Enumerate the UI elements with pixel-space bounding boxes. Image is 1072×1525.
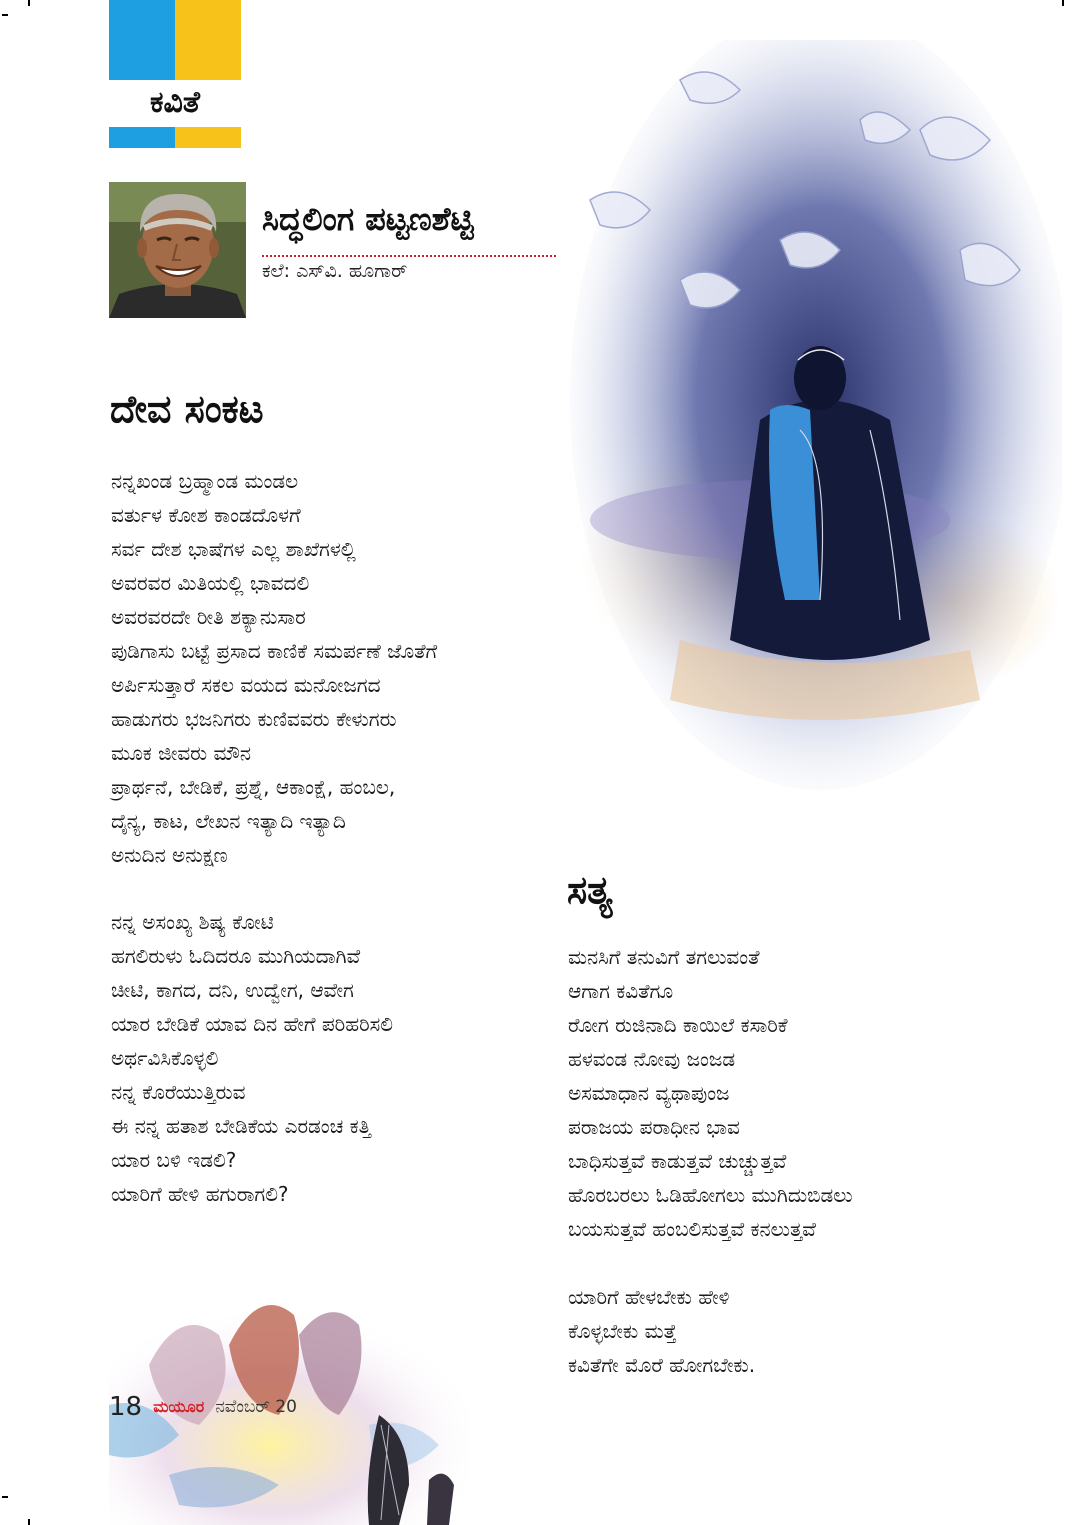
- crop-mark: [1062, 0, 1064, 6]
- poem-line: ಅಸಮಾಧಾನ ವ್ಯಥಾಪುಂಜ: [568, 1081, 730, 1105]
- author-divider: [262, 255, 556, 257]
- poem-line: ಅವರವರ ಮಿತಿಯಲ್ಲಿ ಭಾವದಲಿ: [111, 571, 310, 595]
- section-label: ಕವಿತೆ: [150, 85, 200, 120]
- crop-mark: [28, 0, 30, 6]
- poem-line: ಮನಸಿಗೆ ತನುವಿಗೆ ತಗಲುವಂತೆ: [568, 945, 760, 969]
- poem-line: ಹಗಲಿರುಳು ಓದಿದರೂ ಮುಗಿಯದಾಗಿವೆ: [111, 944, 361, 968]
- poem-line: ಯಾರಿಗೆ ಹೇಳಬೇಕು ಹೇಳಿ: [568, 1285, 730, 1309]
- magazine-logo: ಮಯೂರ: [153, 1397, 205, 1416]
- crop-mark: [28, 1519, 30, 1525]
- poem-line: ಬಾಧಿಸುತ್ತವೆ ಕಾಡುತ್ತವೆ ಚುಚ್ಚುತ್ತವೆ: [568, 1149, 787, 1173]
- poem-title: ದೇವ ಸಂಕಟ: [110, 387, 264, 431]
- poem-line: ಬಯಸುತ್ತವೆ ಹಂಬಲಿಸುತ್ತವೆ ಕನಲುತ್ತವೆ: [568, 1217, 816, 1241]
- poem-line: ಕವಿತೆಗೇ ಮೊರೆ ಹೋಗಬೇಕು.: [568, 1353, 756, 1377]
- crop-mark: [2, 1496, 8, 1498]
- poem-stanza: [111, 905, 393, 1211]
- poem-stanza: [568, 1280, 755, 1382]
- page-footer: [109, 1392, 297, 1422]
- author-name: ಸಿದ್ಧಲಿಂಗ ಪಟ್ಟಣಶೆಟ್ಟಿ: [262, 200, 474, 238]
- poem-line: ಅನುದಿನ ಅನುಕ್ಷಣ: [111, 843, 228, 867]
- poem-line: ಆಗಾಗ ಕವಿತೆಗೂ: [568, 979, 674, 1003]
- page-number: 18: [109, 1392, 143, 1422]
- section-tab-blue-block: [109, 0, 175, 80]
- poem-stanza: [568, 940, 853, 1246]
- poem-title: ಸತ್ಯ: [567, 868, 613, 912]
- poem-line: ಪ್ರಾರ್ಥನೆ, ಬೇಡಿಕೆ, ಪ್ರಶ್ನೆ, ಆಕಾಂಕ್ಷೆ, ಹಂಬಲ,: [111, 775, 396, 799]
- poem-line: ವರ್ತುಳ ಕೋಶ ಕಾಂಡದೊಳಗೆ: [111, 503, 301, 527]
- poem-line: ಸರ್ವ ದೇಶ ಭಾಷೆಗಳ ಎಲ್ಲ ಶಾಖೆಗಳಲ್ಲಿ: [111, 537, 356, 561]
- poem-line: ಈ ನನ್ನ ಹತಾಶ ಬೇಡಿಕೆಯ ಎರಡಂಚ ಕತ್ತಿ: [111, 1114, 371, 1138]
- section-tab-yellow-block: [175, 0, 241, 80]
- section-tab-blue-bar: [109, 127, 175, 148]
- poem-line: ನನ್ನಖಂಡ ಬ್ರಹ್ಮಾಂಡ ಮಂಡಲ: [111, 469, 299, 493]
- poem-line: ಹೊರಬರಲು ಓಡಿಹೋಗಲು ಮುಗಿದುಬಿಡಲು: [568, 1183, 853, 1207]
- poem-line: ಚೀಟಿ, ಕಾಗದ, ದನಿ, ಉದ್ವೇಗ, ಆವೇಗ: [111, 978, 354, 1002]
- poem-line: ಪರಾಜಯ ಪರಾಧೀನ ಭಾವ: [568, 1115, 740, 1139]
- poem-line: ಯಾರ ಬೇಡಿಕೆ ಯಾವ ದಿನ ಹೇಗೆ ಪರಿಹರಿಸಲಿ: [111, 1012, 394, 1036]
- poem-line: ಅವರವರದೇ ರೀತಿ ಶಕ್ಯಾನುಸಾರ: [111, 605, 306, 629]
- poem-stanza: [111, 464, 437, 872]
- poem-line: ಹಾಡುಗರು ಭಜನಿಗರು ಕುಣಿವವರು ಕೇಳುಗರು: [111, 707, 397, 731]
- poem-line: ನನ್ನ ಕೊರೆಯುತ್ತಿರುವ: [111, 1080, 246, 1104]
- poem-line: ಮೂಕ ಜೀವರು ಮೌನ: [111, 741, 252, 765]
- issue-date: ನವೆಂಬರ್ 20: [215, 1397, 297, 1417]
- poem-line: ಯಾರ ಬಳಿ ಇಡಲಿ?: [111, 1148, 237, 1172]
- section-tab-yellow-bar: [175, 127, 241, 148]
- poem-line: ದೈನ್ಯ, ಕಾಟ, ಲೇಖನ ಇತ್ಯಾದಿ ಇತ್ಯಾದಿ: [111, 809, 346, 833]
- poem-line: ಹಳವಂಡ ನೋವು ಜಂಜಡ: [568, 1047, 736, 1071]
- poem-line: ನನ್ನ ಅಸಂಖ್ಯ ಶಿಷ್ಯ ಕೋಟಿ: [111, 910, 274, 934]
- poem-line: ಅರ್ಥವಿಸಿಕೊಳ್ಳಲಿ: [111, 1046, 219, 1070]
- poem-line: ಕೊಳ್ಳಬೇಕು ಮತ್ತೆ: [568, 1319, 677, 1343]
- meditating-figure-illustration: [570, 40, 1062, 820]
- poem-line: ಪುಡಿಗಾಸು ಬಟ್ಟೆ ಪ್ರಸಾದ ಕಾಣಿಕೆ ಸಮರ್ಪಣೆ ಜೊತೆಗೆ: [111, 639, 438, 663]
- author-photo: [109, 182, 246, 318]
- poem-line: ಅರ್ಪಿಸುತ್ತಾರೆ ಸಕಲ ವಯದ ಮನೋಜಗದ: [111, 673, 381, 697]
- poem-line: ರೋಗ ರುಜಿನಾದಿ ಕಾಯಿಲೆ ಕಸಾರಿಕೆ: [568, 1013, 788, 1037]
- art-credit: ಕಲೆ: ಎಸ್‌ವಿ. ಹೂಗಾರ್: [262, 260, 408, 282]
- poem-line: ಯಾರಿಗೆ ಹೇಳಿ ಹಗುರಾಗಲಿ?: [111, 1182, 289, 1206]
- crop-mark: [2, 14, 8, 16]
